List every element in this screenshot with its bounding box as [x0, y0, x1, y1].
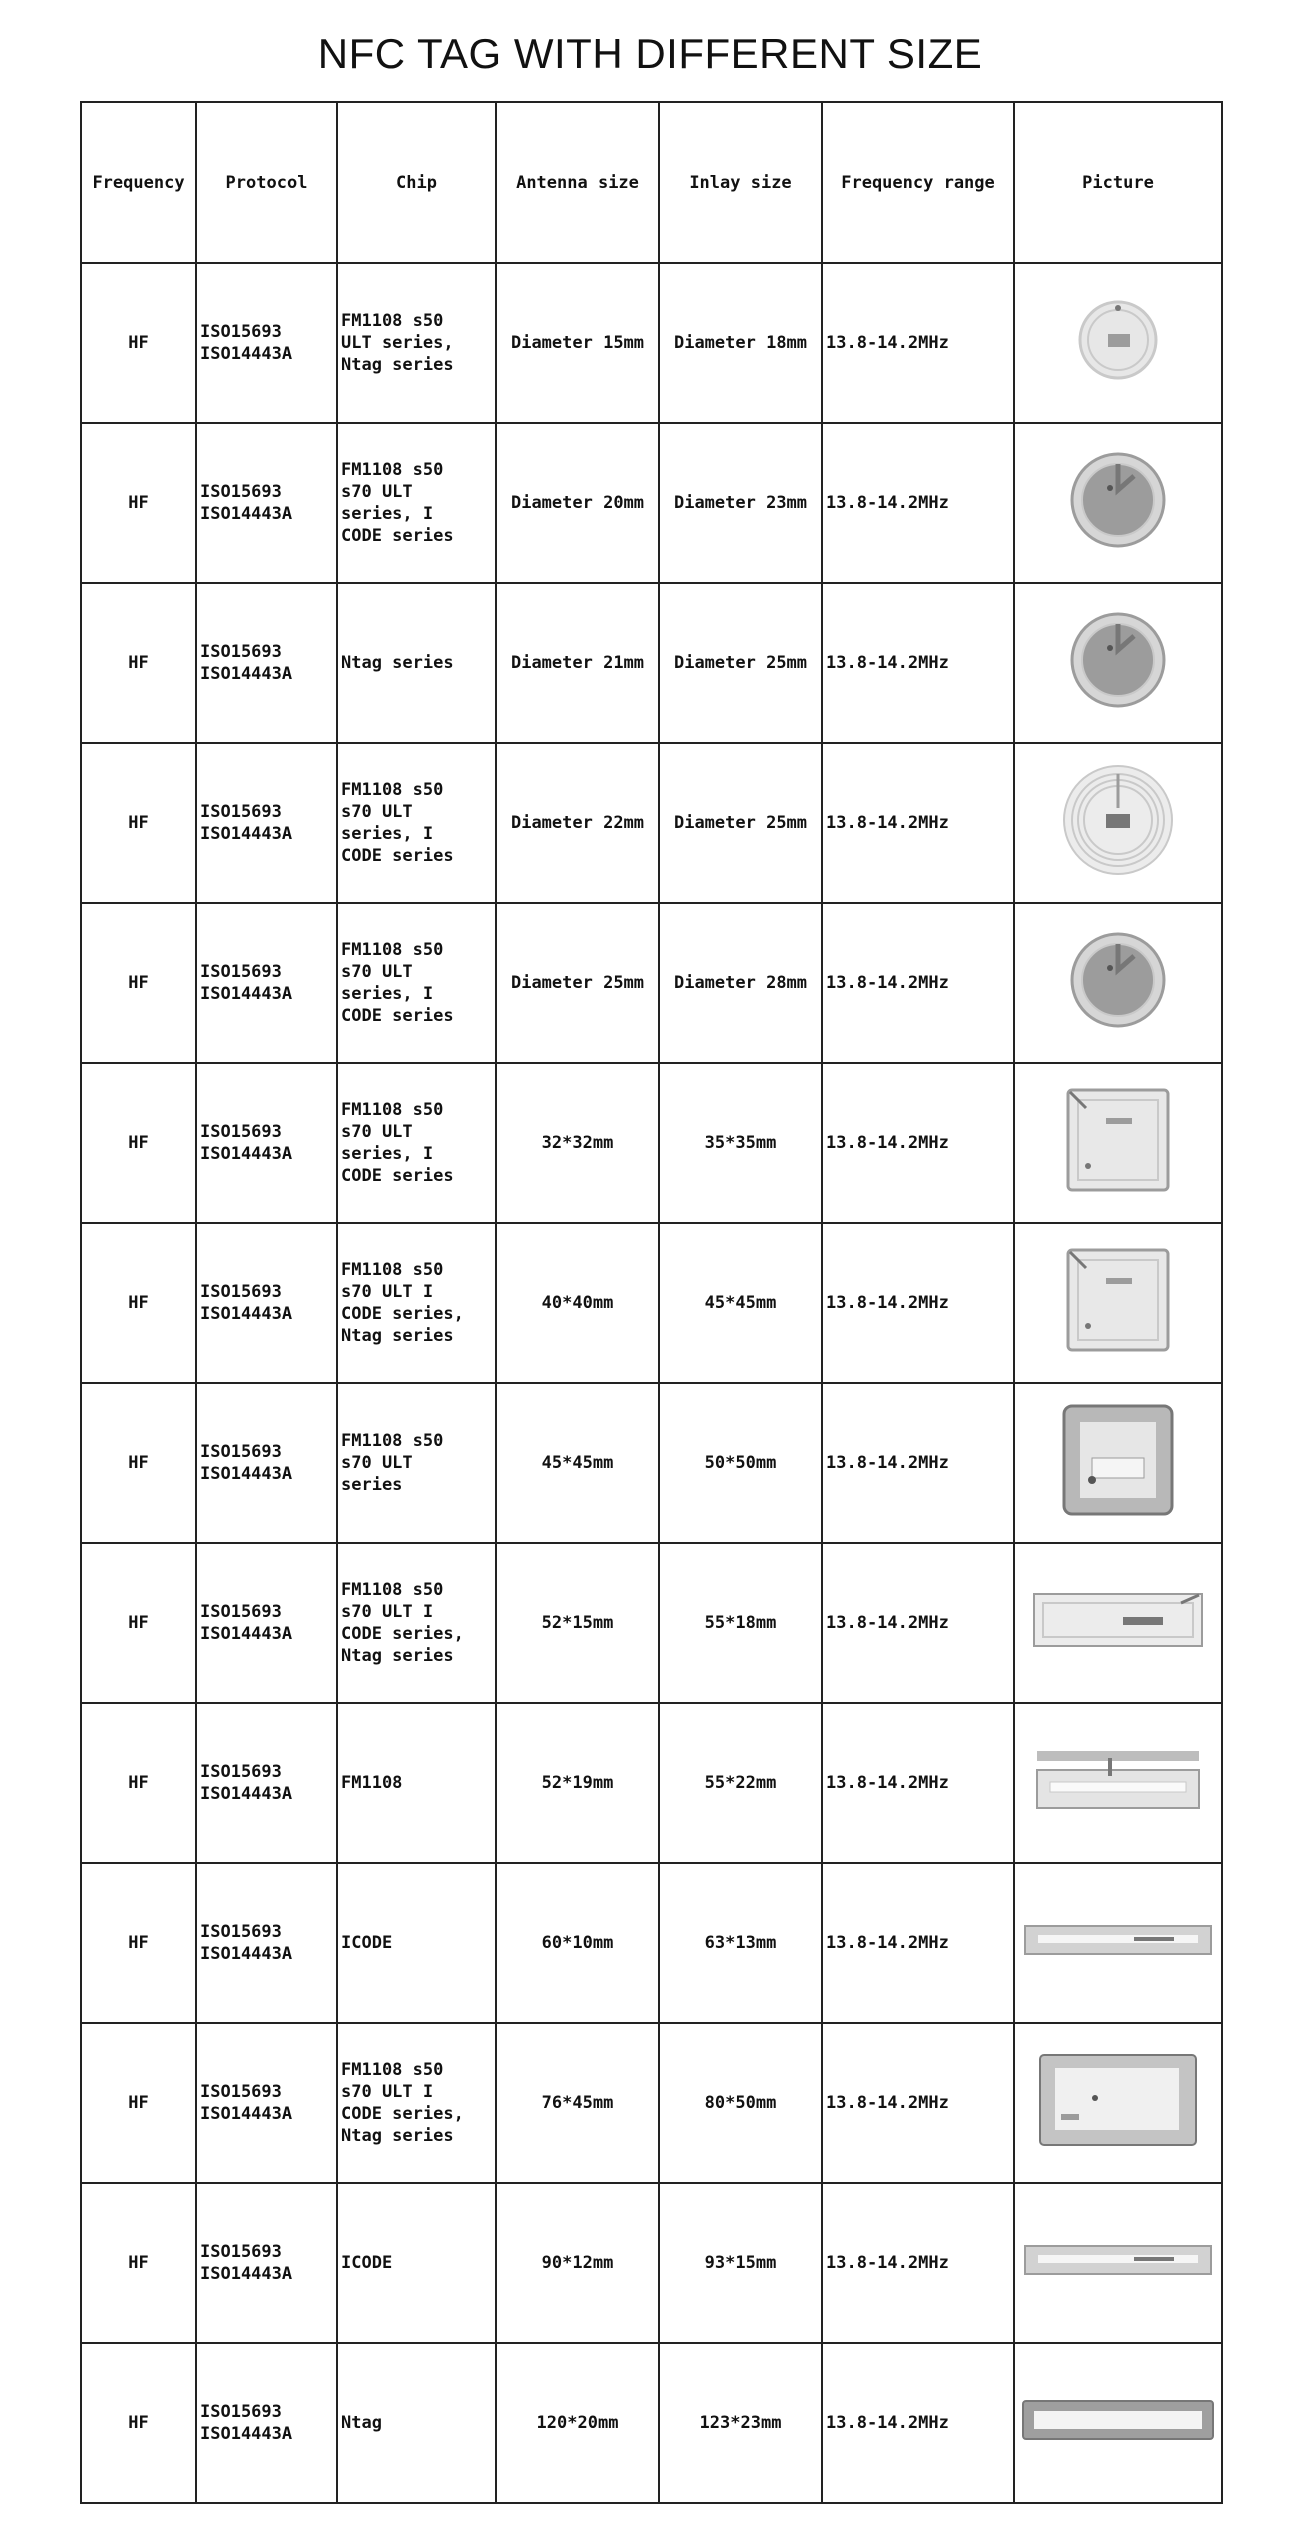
cell-inlay-size: 123*23mm — [659, 2343, 822, 2503]
nfc-tag-image — [1018, 2054, 1218, 2152]
cell-inlay-size: Diameter 28mm — [659, 903, 822, 1063]
cell-frequency-range: 13.8-14.2MHz — [822, 1543, 1014, 1703]
table-row — [81, 743, 1222, 903]
cell-chip: ICODE — [337, 2183, 496, 2343]
cell-antenna-size: Diameter 21mm — [496, 583, 659, 743]
cell-frequency: HF — [81, 1223, 196, 1383]
table-row — [81, 1863, 1222, 2023]
cell-chip: FM1108 s50 s70 ULT I CODE series, Ntag series — [337, 1223, 496, 1383]
header-picture: Picture — [1014, 102, 1222, 263]
cell-picture — [1014, 1063, 1222, 1223]
cell-inlay-size: Diameter 18mm — [659, 263, 822, 423]
nfc-tag-image — [1018, 1925, 1218, 1961]
cell-inlay-size: Diameter 25mm — [659, 583, 822, 743]
cell-protocol: ISO15693 ISO14443A — [196, 2183, 337, 2343]
cell-picture — [1014, 1223, 1222, 1383]
cell-inlay-size: 93*15mm — [659, 2183, 822, 2343]
cell-inlay-size: 80*50mm — [659, 2023, 822, 2183]
cell-picture — [1014, 2023, 1222, 2183]
cell-protocol: ISO15693 ISO14443A — [196, 2343, 337, 2503]
table-row — [81, 263, 1222, 423]
table-row — [81, 1223, 1222, 1383]
cell-frequency-range: 13.8-14.2MHz — [822, 743, 1014, 903]
cell-antenna-size: 52*19mm — [496, 1703, 659, 1863]
cell-antenna-size: Diameter 20mm — [496, 423, 659, 583]
cell-picture — [1014, 423, 1222, 583]
cell-chip: FM1108 s50 s70 ULT I CODE series, Ntag series — [337, 2023, 496, 2183]
cell-inlay-size: Diameter 25mm — [659, 743, 822, 903]
cell-picture — [1014, 2183, 1222, 2343]
cell-protocol: ISO15693 ISO14443A — [196, 1063, 337, 1223]
header-protocol: Protocol — [196, 102, 337, 263]
cell-picture — [1014, 1703, 1222, 1863]
cell-inlay-size: 35*35mm — [659, 1063, 822, 1223]
cell-picture — [1014, 2343, 1222, 2503]
cell-frequency-range: 13.8-14.2MHz — [822, 1703, 1014, 1863]
cell-inlay-size: 63*13mm — [659, 1863, 822, 2023]
cell-frequency: HF — [81, 423, 196, 583]
cell-frequency-range: 13.8-14.2MHz — [822, 2183, 1014, 2343]
cell-antenna-size: 40*40mm — [496, 1223, 659, 1383]
nfc-tag-image — [1018, 932, 1218, 1034]
cell-inlay-size: 55*18mm — [659, 1543, 822, 1703]
cell-frequency: HF — [81, 2183, 196, 2343]
cell-antenna-size: 120*20mm — [496, 2343, 659, 2503]
cell-protocol: ISO15693 ISO14443A — [196, 583, 337, 743]
cell-antenna-size: Diameter 25mm — [496, 903, 659, 1063]
cell-picture — [1014, 1863, 1222, 2023]
cell-antenna-size: 32*32mm — [496, 1063, 659, 1223]
cell-chip: Ntag — [337, 2343, 496, 2503]
cell-chip: FM1108 s50 s70 ULT series — [337, 1383, 496, 1543]
cell-protocol: ISO15693 ISO14443A — [196, 1703, 337, 1863]
cell-chip: FM1108 s50 s70 ULT series, I CODE series — [337, 423, 496, 583]
cell-frequency: HF — [81, 903, 196, 1063]
cell-protocol: ISO15693 ISO14443A — [196, 903, 337, 1063]
table-row — [81, 2183, 1222, 2343]
cell-antenna-size: 60*10mm — [496, 1863, 659, 2023]
nfc-tag-image — [1018, 2245, 1218, 2281]
cell-protocol: ISO15693 ISO14443A — [196, 2023, 337, 2183]
cell-protocol: ISO15693 ISO14443A — [196, 1543, 337, 1703]
cell-chip: FM1108 s50 s70 ULT series, I CODE series — [337, 743, 496, 903]
cell-frequency: HF — [81, 1543, 196, 1703]
nfc-tag-spec-table — [80, 101, 1223, 2504]
nfc-tag-image — [1018, 764, 1218, 882]
cell-chip: FM1108 s50 s70 ULT series, I CODE series — [337, 1063, 496, 1223]
cell-frequency-range: 13.8-14.2MHz — [822, 903, 1014, 1063]
cell-chip: ICODE — [337, 1863, 496, 2023]
header-chip: Chip — [337, 102, 496, 263]
cell-inlay-size: 45*45mm — [659, 1223, 822, 1383]
cell-protocol: ISO15693 ISO14443A — [196, 1383, 337, 1543]
cell-frequency-range: 13.8-14.2MHz — [822, 1223, 1014, 1383]
cell-frequency: HF — [81, 2343, 196, 2503]
nfc-tag-image — [1018, 1088, 1218, 1198]
cell-frequency: HF — [81, 263, 196, 423]
cell-chip: Ntag series — [337, 583, 496, 743]
header-frequency: Frequency — [81, 102, 196, 263]
nfc-tag-image — [1018, 1750, 1218, 1816]
cell-antenna-size: 45*45mm — [496, 1383, 659, 1543]
cell-inlay-size: 55*22mm — [659, 1703, 822, 1863]
cell-frequency: HF — [81, 1703, 196, 1863]
cell-chip: FM1108 s50 s70 ULT series, I CODE series — [337, 903, 496, 1063]
cell-protocol: ISO15693 ISO14443A — [196, 1863, 337, 2023]
cell-picture — [1014, 263, 1222, 423]
table-row — [81, 1383, 1222, 1543]
cell-protocol: ISO15693 ISO14443A — [196, 743, 337, 903]
table-row — [81, 2023, 1222, 2183]
table-row — [81, 1063, 1222, 1223]
cell-inlay-size: 50*50mm — [659, 1383, 822, 1543]
cell-antenna-size: 90*12mm — [496, 2183, 659, 2343]
table-row — [81, 423, 1222, 583]
cell-frequency: HF — [81, 583, 196, 743]
cell-frequency: HF — [81, 2023, 196, 2183]
cell-frequency: HF — [81, 743, 196, 903]
cell-protocol: ISO15693 ISO14443A — [196, 263, 337, 423]
table-row — [81, 583, 1222, 743]
header-antenna-size: Antenna size — [496, 102, 659, 263]
nfc-tag-image — [1018, 452, 1218, 554]
cell-antenna-size: Diameter 22mm — [496, 743, 659, 903]
cell-picture — [1014, 903, 1222, 1063]
cell-antenna-size: 76*45mm — [496, 2023, 659, 2183]
cell-frequency: HF — [81, 1063, 196, 1223]
table-row — [81, 1543, 1222, 1703]
cell-protocol: ISO15693 ISO14443A — [196, 1223, 337, 1383]
cell-frequency-range: 13.8-14.2MHz — [822, 423, 1014, 583]
cell-frequency: HF — [81, 1863, 196, 2023]
cell-picture — [1014, 743, 1222, 903]
nfc-tag-image — [1018, 1593, 1218, 1653]
cell-antenna-size: 52*15mm — [496, 1543, 659, 1703]
header-inlay-size: Inlay size — [659, 102, 822, 263]
table-row — [81, 2343, 1222, 2503]
cell-frequency-range: 13.8-14.2MHz — [822, 1383, 1014, 1543]
cell-picture — [1014, 583, 1222, 743]
cell-frequency-range: 13.8-14.2MHz — [822, 2343, 1014, 2503]
cell-frequency-range: 13.8-14.2MHz — [822, 1063, 1014, 1223]
table-row — [81, 903, 1222, 1063]
cell-inlay-size: Diameter 23mm — [659, 423, 822, 583]
header-row — [81, 102, 1222, 263]
cell-frequency-range: 13.8-14.2MHz — [822, 1863, 1014, 2023]
page-title: NFC TAG WITH DIFFERENT SIZE — [317, 30, 983, 77]
cell-frequency-range: 13.8-14.2MHz — [822, 263, 1014, 423]
nfc-tag-image — [1018, 2400, 1218, 2446]
header-frequency-range: Frequency range — [822, 102, 1014, 263]
cell-chip: FM1108 s50 s70 ULT I CODE series, Ntag series — [337, 1543, 496, 1703]
nfc-tag-image — [1018, 1248, 1218, 1358]
cell-chip: FM1108 s50 ULT series, Ntag series — [337, 263, 496, 423]
nfc-tag-image — [1018, 1404, 1218, 1522]
cell-frequency-range: 13.8-14.2MHz — [822, 2023, 1014, 2183]
cell-picture — [1014, 1543, 1222, 1703]
cell-antenna-size: Diameter 15mm — [496, 263, 659, 423]
cell-frequency: HF — [81, 1383, 196, 1543]
cell-chip: FM1108 — [337, 1703, 496, 1863]
cell-frequency-range: 13.8-14.2MHz — [822, 583, 1014, 743]
cell-picture — [1014, 1383, 1222, 1543]
table-row — [81, 1703, 1222, 1863]
nfc-tag-image — [1018, 300, 1218, 386]
cell-protocol: ISO15693 ISO14443A — [196, 423, 337, 583]
nfc-tag-image — [1018, 612, 1218, 714]
